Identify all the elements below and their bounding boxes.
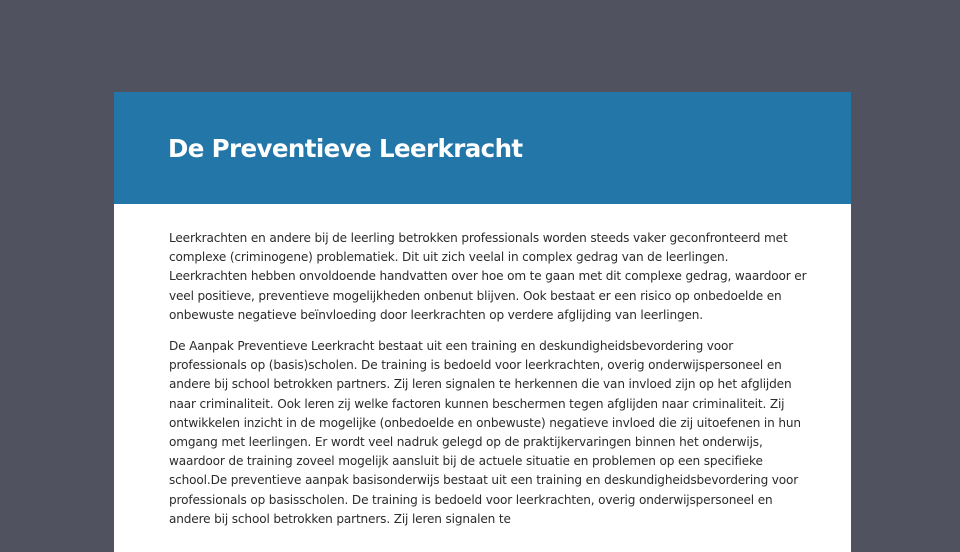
card-header [114,92,851,204]
content-card [114,92,851,552]
card-body [169,229,809,541]
intro-paragraph: Leerkrachten en andere bij de leerling betrokken professionals worden steeds vaker geconfronteerd met complexe (criminogene) problematiek. Dit uit zich veelal in complex gedrag van de leerlingen. Leerkrachten hebben onvoldoende handvatten over hoe om te gaan met dit complexe gedrag, waardoor er veel positieve, preventieve mogelijkheden onbenut blijven. Ook bestaat er een risico op onbedoelde en onbewuste negatieve beïnvloeding door leerkrachten op verdere afglijding van leerlingen. [169,231,807,322]
description-paragraph: De Aanpak Preventieve Leerkracht bestaat uit een training en deskundigheidsbevordering voor professionals op (basis)scholen. De training is bedoeld voor leerkrachten, overig onderwijspersoneel en andere bij school betrokken partners. Zij leren signalen te herkennen die van invloed zijn op het afglijden naar criminaliteit. Ook leren zij welke factoren kunnen beschermen tegen afglijden naar criminaliteit. Zij ontwikkelen inzicht in de mogelijke (onbedoelde en onbewuste) negatieve invloed die zij uitoefenen in hun omgang met leerlingen. Er wordt veel nadruk gelegd op de praktijkervaringen binnen het onderwijs, waardoor de training zoveel mogelijk aansluit bij de actuele situatie en problemen op een specifieke school.De preventieve aanpak basisonderwijs bestaat uit een training en deskundigheidsbevordering voor professionals op basisscholen. De training is bedoeld voor leerkrachten, overig onderwijspersoneel en andere bij school betrokken partners. Zij leren signalen te [169,339,801,526]
page-title: De Preventieve Leerkracht [168,134,523,163]
